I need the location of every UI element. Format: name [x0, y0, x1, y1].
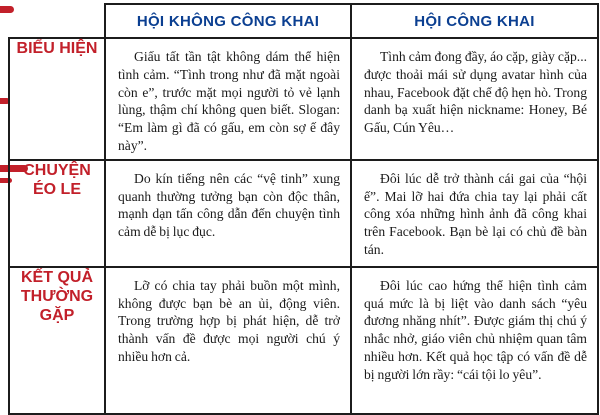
secret-group-cell: Do kín tiếng nên các “vệ tinh” xung quanh thường tưởng bạn còn độc thân, mạnh dạn tấn công dẫn đến chuyện tình cảm dễ bị lục đục.	[105, 160, 351, 267]
table-row	[9, 267, 598, 414]
secret-group-cell: Lỡ có chia tay phải buồn một mình, không được bạn bè an ủi, động viên. Trong trường hợp bị phát hiện, dễ trở thành vấn đề được mọi người chú ý nhiều hơn cả.	[105, 267, 351, 414]
public-group-cell: Đôi lúc cao hứng thể hiện tình cảm quá mức là bị liệt vào danh sách “yêu đương nhăng nhít”. Được giám thị chú ý nhắc nhở, giáo viên chủ nhiệm quan tâm nhiều hơn. Kết quả học tập có vấn đề dễ bị người lớn rầy: “cái tội lo yêu”.	[351, 267, 598, 414]
header-corner-cell	[9, 4, 105, 38]
row-label-common-outcomes: KẾT QUẢ THƯỜNG GẶP	[9, 267, 105, 414]
comparison-table	[8, 3, 599, 415]
table-row	[9, 160, 598, 267]
table-row	[9, 38, 598, 160]
row-label-expression: BIỂU HIỆN	[9, 38, 105, 160]
header-public-group: HỘI CÔNG KHAI	[351, 4, 598, 38]
public-group-cell: Đôi lúc dễ trở thành cái gai của “hội ế”. Mai lỡ hai đứa chia tay lại phải cất công xóa những hình ảnh đã công khai trên Facebook. Bạn bè lại có chủ đề bàn tán.	[351, 160, 598, 267]
secret-group-cell: Giấu tất tần tật không dám thể hiện tình cảm. “Tình trong như đã mặt ngoài còn e”, trước mặt mọi người tỏ vẻ lạnh lùng, thậm chí không quen biết. Slogan: “Em làm gì đã có gấu, em còn sợ ế đây này”.	[105, 38, 351, 160]
table-header-row	[9, 4, 598, 38]
header-secret-group: HỘI KHÔNG CÔNG KHAI	[105, 4, 351, 38]
row-label-awkward-situations: CHUYỆN ÉO LE	[9, 160, 105, 267]
public-group-cell: Tình cảm đong đầy, áo cặp, giày cặp... được thoải mái sử dụng avatar hình của nhau, Facebook đặt chế độ hẹn hò. Trong danh bạ xuất hiện nickname: Honey, Bé Gấu, Cún Yêu…	[351, 38, 598, 160]
